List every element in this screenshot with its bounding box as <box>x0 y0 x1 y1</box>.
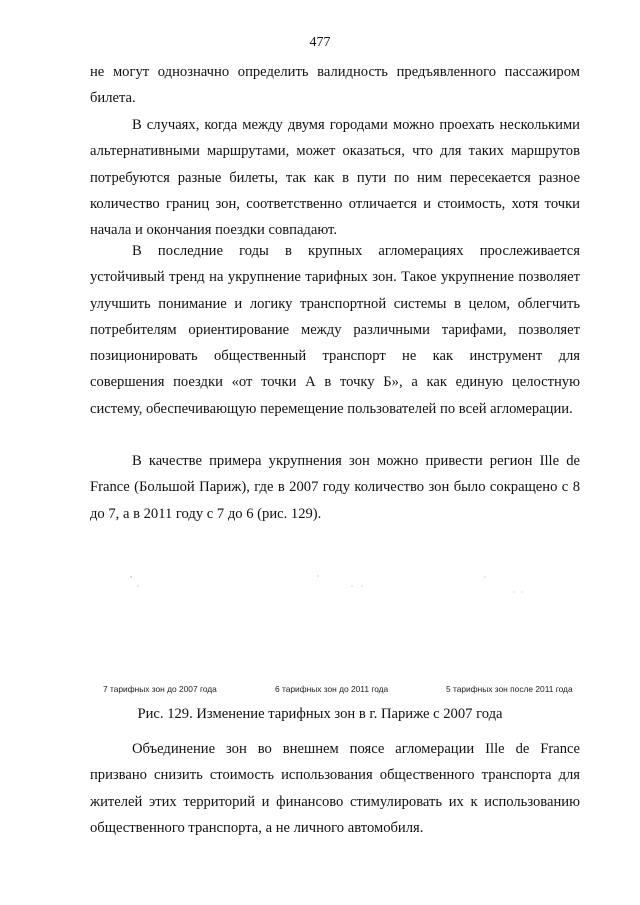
figure-caption: Рис. 129. Изменение тарифных зон в г. Париже с 2007 года <box>137 706 503 722</box>
paragraph-3: В последние годы в крупных агломерациях прослеживается устойчивый тренд на укрупнение тарифных зон. Такое укрупнение позволяет улучшить понимание и логику транспортной системы в целом, облегчить потребителям ориентирование между различными тарифами, позволяет позиционировать общественный транспорт не как инструмент для совершения поездки «от точки А в точку Б», а как единую целостную систему, обеспечивающую перемещение пользователей по всей агломерации. <box>90 243 580 417</box>
paragraph-zone-consolidation <box>90 238 580 422</box>
paragraph-paris-example <box>90 448 580 527</box>
figure-label-6-zones: 6 тарифных зон до 2011 года <box>275 684 389 694</box>
paragraph-outer-belt <box>90 736 580 841</box>
figure-image-area <box>90 550 590 670</box>
paragraph-alternative-routes <box>90 112 580 243</box>
paragraph-continuation <box>90 59 580 112</box>
paragraph-2: В случаях, когда между двумя городами можно проехать несколькими альтернативными маршрутами, может оказаться, что для таких маршрутов потребуются разные билеты, так как в пути по ним пересекается разное количество границ зон, соответственно отличается и стоимость, хотя точки начала и окончания поездки совпадают. <box>90 117 580 239</box>
figure-scan-specks <box>90 550 590 670</box>
figure-labels <box>0 684 640 698</box>
figure-label-7-zones: 7 тарифных зон до 2007 года <box>103 684 217 694</box>
paragraph-4: В качестве примера укрупнения зон можно привести регион Ille de France (Большой Париж), где в 2007 году количество зон было сокращено с 8 до 7, а в 2011 году с 7 до 6 (рис. 129). <box>90 453 580 522</box>
paragraph-5: Объединение зон во внешнем поясе агломерации Ille de France призвано снизить стоимость использования общественного транспорта для жителей этих территорий и финансово стимулировать их к использованию общественного транспорта, а не личного автомобиля. <box>90 741 580 836</box>
page-number: 477 <box>309 35 331 50</box>
figure-label-5-zones: 5 тарифных зон после 2011 года <box>446 684 573 694</box>
paragraph-1: не могут однозначно определить валидность предъявленного пассажиром билета. <box>90 64 580 107</box>
